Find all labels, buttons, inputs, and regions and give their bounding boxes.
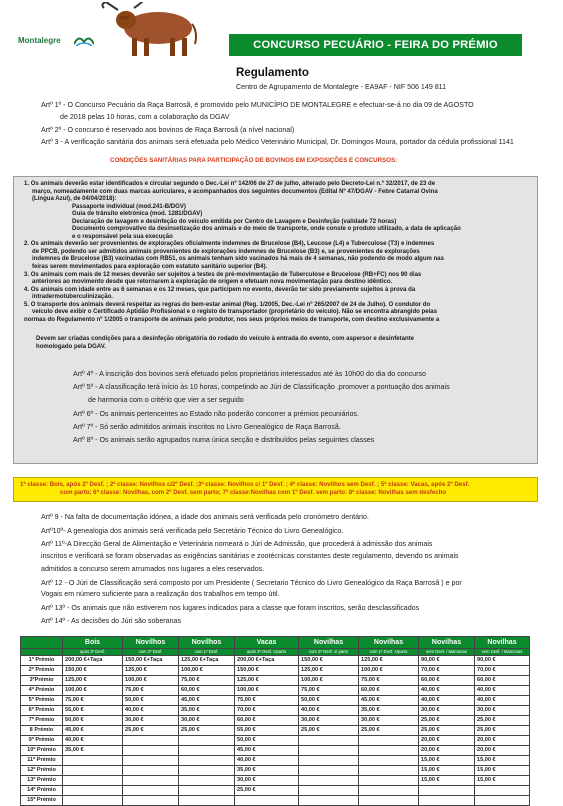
prize-value-cell [179, 786, 235, 796]
prize-value-cell: 40,00 € [475, 686, 530, 696]
prize-value-cell: 40,00 € [419, 696, 475, 706]
table-row [21, 676, 530, 686]
prize-value-cell: 70,00 € [475, 666, 530, 676]
condition-line: Declaração de lavagem e desinfeção do veículo emitida por Centro de Lavagem e Desinfeção (validade 72 horas) [72, 218, 397, 225]
condition-line: Guia de trânsito eletrónica (mod. 1281/DGAV) [72, 211, 203, 218]
prize-value-cell [299, 766, 359, 776]
prize-value-cell [359, 796, 419, 806]
article-5: Artº 5º - A classificação terá início às 10 horas, competindo ao Júri de Classificação ,promover a pontuação dos animais [73, 383, 450, 391]
table-header: Novilhas [359, 637, 419, 649]
prize-value-cell [299, 786, 359, 796]
table-row [21, 696, 530, 706]
prize-value-cell: 30,00 € [235, 776, 299, 786]
table-row [21, 726, 530, 736]
prize-value-cell: 35,00 € [235, 766, 299, 776]
prize-value-cell: 125,00 € [299, 666, 359, 676]
prize-rank-cell: 3ºPrémio [21, 676, 63, 686]
article-3: Artº 3 - A verificação sanitária dos animais será efetuada pelo Médico Veterinário Municipal, Dr. Domingos Moura, portador da cédula profissional 1141 [41, 138, 514, 146]
prize-rank-cell: 11º Prémio [21, 756, 63, 766]
table-subheader: com 2º Desf. [123, 649, 179, 656]
table-row [21, 796, 530, 806]
prize-value-cell: 100,00 € [359, 666, 419, 676]
table-row [21, 706, 530, 716]
prize-table [20, 636, 530, 806]
prize-value-cell: 100,00 € [235, 686, 299, 696]
prize-value-cell: 15,00 € [475, 756, 530, 766]
prize-value-cell [63, 776, 123, 786]
table-subheader: sem Desf. / Mamonas [419, 649, 475, 656]
classes-box [13, 477, 538, 502]
prize-value-cell: 75,00 € [359, 676, 419, 686]
prize-rank-cell: 1º Prémio [21, 656, 63, 666]
prize-value-cell: 150,00 € [235, 666, 299, 676]
article-4: Artº 4º - A inscrição dos bovinos será efetuado pelos proprietários interessados até às 10h00 do dia do concurso [73, 370, 426, 378]
prize-value-cell: 100,00 € [299, 676, 359, 686]
table-subheader: após 2º Desf. [63, 649, 123, 656]
prize-value-cell: 150,00 €+Taça [123, 656, 179, 666]
prize-value-cell: 150,00 € [63, 666, 123, 676]
prize-value-cell: 30,00 € [475, 706, 530, 716]
prize-value-cell [475, 786, 530, 796]
prize-value-cell [359, 786, 419, 796]
prize-value-cell [475, 796, 530, 806]
prize-value-cell [179, 746, 235, 756]
prize-value-cell: 60,00 € [419, 676, 475, 686]
prize-value-cell: 125,00 € [63, 676, 123, 686]
prize-value-cell: 25,00 € [123, 726, 179, 736]
table-header: Vacas [235, 637, 299, 649]
conditions-title: CONDIÇÕES SANITÁRIAS PARA PARTICIPAÇÃO DE BOVINOS EM EXPOSIÇÕES E CONCURSOS: [110, 157, 398, 164]
article-11-cont: inscritos e verificará se foram observadas as exigências sanitárias e zootécnicas constantes deste regulamento, devendo os animais [41, 552, 459, 560]
prize-value-cell: 15,00 € [419, 776, 475, 786]
article-10: Artº10º- A genealogia dos animais será verificada pelo Secretário Técnico do Livro Genealógico. [41, 527, 344, 535]
condition-line: de PPCB, podendo ser admitidos animais provenientes de explorações indemnes de Brucelose (B3) e, se provenientes de explorações [32, 248, 420, 255]
prize-value-cell: 40,00 € [123, 706, 179, 716]
prize-value-cell: 45,00 € [63, 726, 123, 736]
table-subheader: com 1º Desf. [179, 649, 235, 656]
article-12-cont: Vogais em número suficiente para a realização dos trabalhos em tempo útil. [41, 590, 280, 598]
condition-line: e o responsável pela sua execução [72, 233, 173, 240]
prize-value-cell: 35,00 € [359, 706, 419, 716]
table-row [21, 766, 530, 776]
montalegre-logo [4, 30, 94, 52]
article-14: Artº 14º - As decisões do Júri são soberanas [41, 617, 182, 625]
montalegre-logo-icon [74, 34, 94, 46]
page-title: Regulamento [236, 67, 309, 79]
prize-value-cell [63, 766, 123, 776]
prize-value-cell: 40,00 € [63, 736, 123, 746]
page-subtitle: Centro de Agrupamento de Montalegre - EA9AF - NIF 506 149 811 [236, 83, 447, 91]
prize-value-cell: 60,00 € [235, 716, 299, 726]
prize-rank-cell: 2º Prémio [21, 666, 63, 676]
prize-value-cell: 15,00 € [475, 776, 530, 786]
condition-line: homologado pela DGAV. [36, 343, 106, 350]
condition-line: veículo deve exibir o Certificado Aptidão Profissional e o registo de transportador (proprietário do veículo). Não se encontra abrangido pelas [32, 309, 437, 316]
table-row [21, 746, 530, 756]
prize-value-cell: 125,00 €+Taça [179, 656, 235, 666]
prize-value-cell [123, 786, 179, 796]
table-header: Novilhas [475, 637, 530, 649]
prize-value-cell [235, 796, 299, 806]
table-subheader: sem Desf. / Mamonas [475, 649, 530, 656]
prize-value-cell: 75,00 € [235, 696, 299, 706]
article-9: Artº 9 - Na falta de documentação idónea, a idade dos animais será verificada pelo cronómetro dentário. [41, 513, 369, 521]
prize-value-cell: 45,00 € [179, 696, 235, 706]
prize-value-cell: 75,00 € [299, 686, 359, 696]
table-header: Novilhos [123, 637, 179, 649]
prize-rank-cell: 9º Prémio [21, 736, 63, 746]
barrosa-ox-icon [100, 2, 200, 60]
table-subheader: com 1º Desf. s/parto [359, 649, 419, 656]
article-6: Artº 6º - Os animais pertencentes ao Estado não poderão concorrer a prémios pecuniários. [73, 410, 359, 418]
condition-line: 3. Os animais com mais de 12 meses deverão ser sujeitos a testes de pré-movimentação de Tuberculose e Brucelose (RB+FC) nos 90 dias [24, 271, 422, 278]
prize-value-cell: 25,00 € [235, 786, 299, 796]
prize-value-cell: 60,00 € [359, 686, 419, 696]
condition-line: Passaporte individual (mod.241-B/DGV) [72, 203, 186, 210]
prize-value-cell: 70,00 € [235, 706, 299, 716]
prize-value-cell: 15,00 € [419, 756, 475, 766]
prize-value-cell [359, 766, 419, 776]
prize-value-cell [123, 796, 179, 806]
prize-value-cell [359, 746, 419, 756]
prize-value-cell: 50,00 € [123, 696, 179, 706]
prize-value-cell [123, 746, 179, 756]
table-row [21, 776, 530, 786]
article-11: Artº 11º-A Direcção Geral de Alimentação e Veterinária nomeará o Júri de Admissão, que procederá à admissão dos animais [41, 540, 433, 548]
prize-rank-cell: 8 Prémio [21, 726, 63, 736]
prize-value-cell: 100,00 € [123, 676, 179, 686]
condition-line: (Língua Azul), de 04/04/2018): [32, 196, 117, 203]
prize-value-cell: 55,00 € [235, 726, 299, 736]
prize-value-cell: 40,00 € [475, 696, 530, 706]
prize-value-cell [299, 776, 359, 786]
prize-value-cell: 75,00 € [123, 686, 179, 696]
prize-value-cell: 15,00 € [475, 766, 530, 776]
table-header: Novilhos [179, 637, 235, 649]
prize-value-cell: 90,00 € [419, 656, 475, 666]
condition-line: Devem ser criadas condições para a desinfeção obrigatória do rodado do veículo à entrada do evento, com aspersor e desinfetante [36, 336, 415, 343]
prize-value-cell [299, 756, 359, 766]
prize-value-cell: 50,00 € [299, 696, 359, 706]
condition-line: março, nomeadamente com duas marcas auriculares, e acompanhados dos seguintes documentos (Edital Nº 47/DGAV - Febre Catarral Ovina [32, 188, 438, 195]
prize-value-cell: 45,00 € [235, 746, 299, 756]
prize-value-cell: 40,00 € [419, 686, 475, 696]
prize-value-cell: 50,00 € [63, 716, 123, 726]
article-11-cont: admitidos a concurso serem arrumados nos lugares a eles reservados. [41, 565, 265, 573]
prize-value-cell [299, 796, 359, 806]
article-1: Artº 1º - O Concurso Pecuário da Raça Barrosã, é promovido pelo MUNICÍPIO DE MONTALEGRE e efectuar-se-á no dia 09 de AGOSTO [41, 101, 474, 109]
prize-value-cell: 100,00 € [63, 686, 123, 696]
prize-rank-cell: 14º Prémio [21, 786, 63, 796]
condition-line: anteriores ao movimento desde que retornarem à exploração de origem e efetuam nova movimentação para destino idêntico. [32, 279, 393, 286]
prize-value-cell: 60,00 € [475, 676, 530, 686]
table-subheader [21, 649, 63, 656]
prize-value-cell: 90,00 € [475, 656, 530, 666]
table-header: Bois [63, 637, 123, 649]
condition-line: 1. Os animais deverão estar identificados e circular segundo o Dec.-Lei nº 142/06 de 27 de julho, alterado pelo Decreto-Lei n.º 32/2017, de 23 de [24, 181, 436, 187]
table-subheader: após 2º Desf. c/parto [235, 649, 299, 656]
prize-value-cell [179, 736, 235, 746]
prize-value-cell: 150,00 € [299, 656, 359, 666]
prize-value-cell: 30,00 € [123, 716, 179, 726]
prize-value-cell [63, 756, 123, 766]
logo-text: Montalegre [18, 36, 61, 45]
prize-value-cell: 25,00 € [179, 726, 235, 736]
table-row [21, 656, 530, 666]
prize-value-cell [299, 746, 359, 756]
prize-value-cell: 50,00 € [235, 736, 299, 746]
prize-value-cell [63, 796, 123, 806]
article-13: Artº 13º - Os animais que não estiverem nos lugares indicados para a classe que foram inscritos, serão desclassificados [41, 604, 420, 612]
prize-value-cell: 200,00 €+Taça [63, 656, 123, 666]
prize-rank-cell: 12º Prémio [21, 766, 63, 776]
prize-rank-cell: 10º Prémio [21, 746, 63, 756]
prize-value-cell: 25,00 € [475, 716, 530, 726]
table-header [21, 637, 63, 649]
classes-line: 1ª classe: Bois, após 2º Desf. ; 2ª classe: Novilhos c/2º Desf. ;3ª classe: Novilhos c/ 1º Desf. ; 4ª classe: Novilhos sem Desf. ; 5ª classe: Vacas, após 2º Desf. [20, 481, 470, 488]
prize-value-cell: 75,00 € [63, 696, 123, 706]
prize-value-cell: 30,00 € [419, 706, 475, 716]
condition-line: 4. Os animais com idade entre as 6 semanas e os 12 meses, que participem no evento, deverão ter sido previamente sujeitos à prova da [24, 286, 416, 293]
condition-line: indemnes de Brucelose (B3) vacinadas com RB51, os animais tenham sido vacinados há mais de 4 semanas, não podendo de modo algum nas [32, 256, 444, 263]
prize-value-cell: 60,00 € [179, 686, 235, 696]
prize-value-cell: 70,00 € [419, 666, 475, 676]
prize-rank-cell: 7º Prémio [21, 716, 63, 726]
prize-value-cell [359, 736, 419, 746]
article-8: Artº 8º - Os animais serão agrupados numa única secção e distribuídos pelas seguintes classes [73, 436, 375, 444]
prize-value-cell [123, 736, 179, 746]
prize-value-cell: 20,00 € [475, 746, 530, 756]
prize-value-cell [123, 776, 179, 786]
prize-value-cell: 20,00 € [419, 736, 475, 746]
prize-value-cell [179, 796, 235, 806]
prize-value-cell: 20,00 € [475, 736, 530, 746]
prize-value-cell [359, 756, 419, 766]
prize-value-cell [419, 786, 475, 796]
table-row [21, 716, 530, 726]
prize-value-cell: 35,00 € [63, 746, 123, 756]
prize-value-cell: 20,00 € [419, 746, 475, 756]
table-subheader: com 2º Desf. s/ parto [299, 649, 359, 656]
prize-value-cell [419, 796, 475, 806]
prize-value-cell [179, 756, 235, 766]
condition-line: normas do Regulamento nº 1/2005 o transporte de animais pelo produtor, nos seus próprios meios de transporte, com destino exclusivamente a [24, 316, 440, 323]
prize-value-cell: 125,00 € [359, 656, 419, 666]
prize-rank-cell: 15º Prémio [21, 796, 63, 806]
table-row [21, 736, 530, 746]
prize-rank-cell: 4º Prémio [21, 686, 63, 696]
prize-value-cell: 25,00 € [475, 726, 530, 736]
condition-line: 2. Os animais deverão ser provenientes de explorações oficialmente indemnes de Brucelose (B4), Leucose (L4) e Tuberculose (T3) e indemnes [24, 241, 435, 248]
prize-value-cell: 25,00 € [299, 726, 359, 736]
prize-value-cell [359, 776, 419, 786]
table-row [21, 666, 530, 676]
banner-title: CONCURSO PECUÁRIO - FEIRA DO PRÉMIO [229, 34, 522, 56]
article-7: Artº 7º - Só serão admitidos animais inscritos no Livro Genealógico de Raça Barrosã. [73, 423, 341, 431]
prize-value-cell: 200,00 €+Taça [235, 656, 299, 666]
prize-value-cell: 55,00 € [63, 706, 123, 716]
prize-value-cell [63, 786, 123, 796]
prize-rank-cell: 13º Prémio [21, 776, 63, 786]
prize-value-cell: 40,00 € [235, 756, 299, 766]
table-header: Novilhas [419, 637, 475, 649]
article-12: Artº 12 - O Júri de Classificação será composto por um Presidente ( Secretario Técnico do Livro Genealógico da Raça Barrosã ) e por [41, 579, 462, 587]
prize-value-cell [123, 766, 179, 776]
condition-line: feiras serem movimentados para exploração com estatuto sanitário superior (B4). [32, 264, 268, 271]
prize-value-cell: 125,00 € [123, 666, 179, 676]
prize-value-cell: 125,00 € [235, 676, 299, 686]
table-row [21, 786, 530, 796]
prize-rank-cell: 5º Prémio [21, 696, 63, 706]
article-1-cont: de 2018 pelas 10 horas, com a colaboração da DGAV [60, 113, 230, 121]
table-row [21, 686, 530, 696]
prize-value-cell [299, 736, 359, 746]
prize-value-cell: 25,00 € [419, 716, 475, 726]
prize-value-cell: 25,00 € [359, 726, 419, 736]
condition-line: Documento comprovativo da desinsetização dos animais e do meio de transporte, onde conste o produto utilizado, a data de aplicação [72, 226, 461, 233]
condition-line: 5. O transporte dos animais deverá respeitar as regras do bem-estar animal (Reg. 1/2005, Dec.-Lei nº 265/2007 de 24 de Julho). O condutor do [24, 301, 431, 308]
prize-value-cell: 30,00 € [359, 716, 419, 726]
conditions-box [13, 176, 538, 464]
table-row [21, 756, 530, 766]
prize-value-cell [179, 766, 235, 776]
prize-value-cell: 30,00 € [299, 716, 359, 726]
prize-value-cell: 45,00 € [359, 696, 419, 706]
prize-value-cell: 40,00 € [299, 706, 359, 716]
article-2: Artº 2º - O concurso é reservado aos bovinos de Raça Barrosã (a nível nacional) [41, 126, 295, 134]
prize-value-cell: 15,00 € [419, 766, 475, 776]
prize-value-cell: 75,00 € [179, 676, 235, 686]
article-5-cont: de harmonia com o critério que vier a ser seguido [88, 396, 244, 404]
classes-line: com parto; 6ª classe: Novilhas, com 2º Desf. sem parto; 7ª classe:Novilhas com 1º Desf. sem parto: 8ª classe: Novilhas sem desfecho [60, 489, 447, 496]
prize-value-cell: 35,00 € [179, 706, 235, 716]
prize-value-cell [123, 756, 179, 766]
prize-value-cell: 25,00 € [419, 726, 475, 736]
prize-value-cell [179, 776, 235, 786]
prize-rank-cell: 6º Prémio [21, 706, 63, 716]
prize-value-cell: 30,00 € [179, 716, 235, 726]
condition-line: intradermotuberculinização. [32, 294, 113, 301]
table-header: Novilhas [299, 637, 359, 649]
prize-value-cell: 100,00 € [179, 666, 235, 676]
